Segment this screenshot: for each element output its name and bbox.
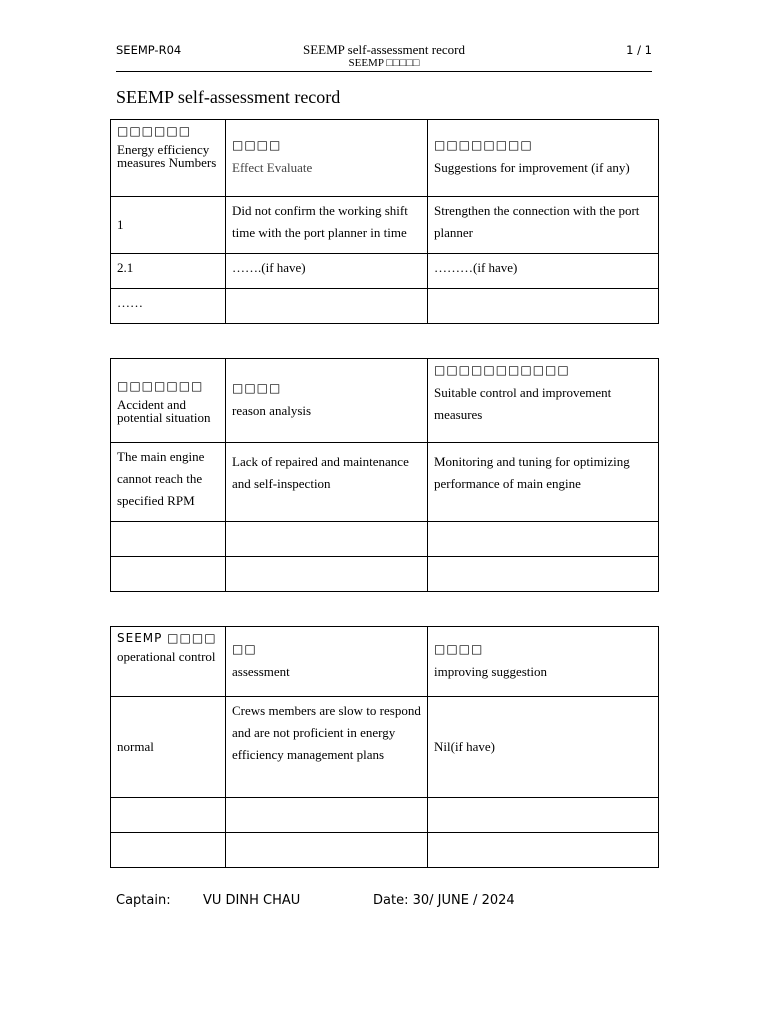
table-cell [111,557,226,592]
page-number: 1 / 1 [626,43,652,57]
header-cn: □□□□ [232,380,282,395]
header-cell [428,627,659,697]
header-en: Suggestions for improvement (if any) [434,160,630,175]
table-cell [226,289,428,324]
table-header-row [111,359,659,443]
header-cn: □□□□□□ [117,124,192,138]
header-divider [116,71,652,72]
table-cell: …….(if have) [226,254,428,289]
header-cn: SEEMP □□□□ [117,631,217,645]
table-cell: Lack of repaired and maintenance and self-inspection [226,443,428,522]
table-cell [226,798,428,833]
table-cell [428,833,659,868]
header-cn: □□□□□□□ [117,378,204,393]
table-row [111,798,659,833]
table-cell: 1 [111,197,226,254]
captain-name: VU DINH CHAU [203,893,301,908]
table-header-row [111,627,659,697]
table-cell: Monitoring and tuning for optimizing performance of main engine [428,443,659,522]
header-cn: □□□□□□□□ [434,138,533,152]
header-cn: □□□□ [232,138,282,152]
header-cell [111,627,226,697]
table-row [111,289,659,324]
table-row [111,833,659,868]
table-cell [428,798,659,833]
header-en: assessment [232,663,290,679]
header-cell [226,359,428,443]
table-cell [428,289,659,324]
header-cn: □□□□□□□□□□□ [434,363,570,377]
table-cell: Crews members are slow to respond and are not proficient in energy efficiency management plans [226,697,428,798]
header-en: reason analysis [232,402,312,418]
header-title: SEEMP self-assessment record [303,42,465,57]
table-cell [111,833,226,868]
header-en: Effect Evaluate [232,160,313,175]
header-cell [226,120,428,197]
energy-efficiency-table [110,119,659,324]
table-cell [226,522,428,557]
header-subtitle: SEEMP □□□□□ [348,57,420,69]
header-en: Suitable control and improvement measures [434,385,612,422]
table-cell: normal [111,697,226,798]
table-row [111,697,659,798]
header-en: Accident and potential situation [117,396,211,425]
signature-date: Date: 30/ JUNE / 2024 [373,893,515,908]
header-cn: □□ [232,641,257,656]
table-cell: ………(if have) [428,254,659,289]
table-row [111,557,659,592]
header-en: improving suggestion [434,663,548,679]
accident-analysis-table [110,358,659,592]
header-cell [428,359,659,443]
table-cell: 2.1 [111,254,226,289]
captain-label: Captain: [116,893,171,908]
table-cell: Did not confirm the working shift time with the port planner in time [226,197,428,254]
table-row [111,254,659,289]
table-cell: …… [111,289,226,324]
table-row [111,197,659,254]
table-cell [226,833,428,868]
header-cell [111,120,226,197]
table-cell [428,522,659,557]
header-en: operational control [117,649,216,664]
table-header-row [111,120,659,197]
doc-code: SEEMP-R04 [116,43,182,57]
table-cell [111,798,226,833]
table-cell [226,557,428,592]
header-cn: □□□□ [434,641,484,656]
header-cell [226,627,428,697]
operational-control-table [110,626,659,868]
header-cell [111,359,226,443]
table-cell: Strengthen the connection with the port planner [428,197,659,254]
table-cell [111,522,226,557]
header-en: Energy efficiency measures Numbers [117,142,217,170]
table-cell: The main engine cannot reach the specified RPM [111,443,226,522]
page-title: SEEMP self-assessment record [116,87,341,107]
table-cell [428,557,659,592]
header-title-block [250,42,518,70]
table-cell: Nil(if have) [428,697,659,798]
table-row [111,522,659,557]
table-row [111,443,659,522]
header-cell [428,120,659,197]
